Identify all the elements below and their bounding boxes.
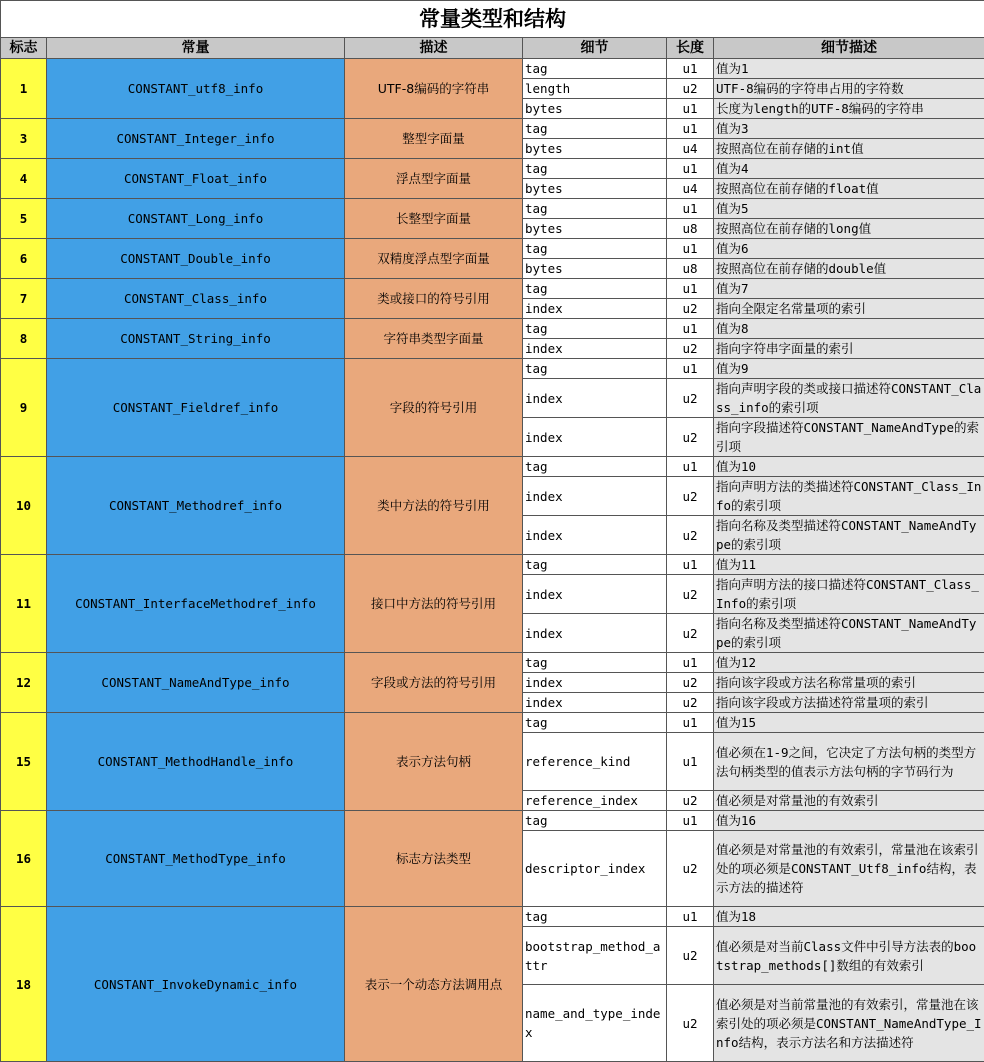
tag-cell: 7 (1, 279, 47, 319)
detail-description-cell: 值必须是对常量池的有效索引，常量池在该索引处的项必须是CONSTANT_Utf8_info结构，表示方法的描述符 (714, 831, 984, 907)
description-cell: 长整型字面量 (345, 199, 523, 239)
tag-cell: 4 (1, 159, 47, 199)
detail-cell: length (523, 79, 667, 99)
detail-description-cell: 值为6 (714, 239, 984, 259)
detail-description-cell: 指向该字段或方法名称常量项的索引 (714, 673, 984, 693)
tag-cell: 8 (1, 319, 47, 359)
detail-cell: index (523, 516, 667, 555)
detail-description-cell: 指向名称及类型描述符CONSTANT_NameAndType的索引项 (714, 516, 984, 555)
length-cell: u1 (667, 279, 714, 299)
detail-description-cell: UTF-8编码的字符串占用的字符数 (714, 79, 984, 99)
detail-description-cell: 指向该字段或方法描述符常量项的索引 (714, 693, 984, 713)
detail-description-cell: 长度为length的UTF-8编码的字符串 (714, 99, 984, 119)
detail-description-cell: 按照高位在前存储的long值 (714, 219, 984, 239)
length-cell: u1 (667, 457, 714, 477)
detail-cell: reference_kind (523, 733, 667, 791)
header-constant: 常量 (47, 38, 345, 59)
description-cell: 浮点型字面量 (345, 159, 523, 199)
length-cell: u1 (667, 713, 714, 733)
detail-description-cell: 值必须是对当前Class文件中引导方法表的bootstrap_methods[]数组的有效索引 (714, 927, 984, 985)
description-cell: 类中方法的符号引用 (345, 457, 523, 555)
header-tag: 标志 (1, 38, 47, 59)
tag-cell: 3 (1, 119, 47, 159)
length-cell: u2 (667, 693, 714, 713)
detail-cell: bytes (523, 219, 667, 239)
table-row (1, 713, 984, 733)
detail-description-cell: 指向声明方法的接口描述符CONSTANT_Class_Info的索引项 (714, 575, 984, 614)
length-cell: u2 (667, 791, 714, 811)
detail-cell: tag (523, 319, 667, 339)
detail-cell: descriptor_index (523, 831, 667, 907)
length-cell: u1 (667, 555, 714, 575)
table-row (1, 159, 984, 179)
tag-cell: 6 (1, 239, 47, 279)
detail-cell: tag (523, 119, 667, 139)
detail-description-cell: 指向全限定名常量项的索引 (714, 299, 984, 319)
detail-description-cell: 值必须在1-9之间，它决定了方法句柄的类型方法句柄类型的值表示方法句柄的字节码行为 (714, 733, 984, 791)
tag-cell: 10 (1, 457, 47, 555)
tag-cell: 15 (1, 713, 47, 811)
table-title: 常量类型和结构 (1, 1, 984, 38)
description-cell: 接口中方法的符号引用 (345, 555, 523, 653)
detail-description-cell: 值为10 (714, 457, 984, 477)
length-cell: u1 (667, 811, 714, 831)
length-cell: u1 (667, 359, 714, 379)
detail-cell: index (523, 673, 667, 693)
length-cell: u1 (667, 319, 714, 339)
constant-name-cell: CONSTANT_String_info (47, 319, 345, 359)
length-cell: u2 (667, 516, 714, 555)
header-length: 长度 (667, 38, 714, 59)
table-row (1, 59, 984, 79)
detail-description-cell: 值为12 (714, 653, 984, 673)
tag-cell: 1 (1, 59, 47, 119)
tag-cell: 5 (1, 199, 47, 239)
description-cell: 标志方法类型 (345, 811, 523, 907)
detail-cell: bytes (523, 99, 667, 119)
table-row (1, 359, 984, 379)
detail-cell: tag (523, 279, 667, 299)
constant-name-cell: CONSTANT_Methodref_info (47, 457, 345, 555)
detail-cell: bytes (523, 139, 667, 159)
constant-name-cell: CONSTANT_NameAndType_info (47, 653, 345, 713)
length-cell: u2 (667, 418, 714, 457)
detail-cell: bootstrap_method_attr (523, 927, 667, 985)
table-row (1, 555, 984, 575)
detail-description-cell: 按照高位在前存储的int值 (714, 139, 984, 159)
constant-name-cell: CONSTANT_MethodHandle_info (47, 713, 345, 811)
constant-name-cell: CONSTANT_Double_info (47, 239, 345, 279)
length-cell: u8 (667, 219, 714, 239)
description-cell: 字符串类型字面量 (345, 319, 523, 359)
detail-cell: index (523, 339, 667, 359)
header-detail-description: 细节描述 (714, 38, 984, 59)
detail-description-cell: 值为11 (714, 555, 984, 575)
detail-description-cell: 指向名称及类型描述符CONSTANT_NameAndType的索引项 (714, 614, 984, 653)
constant-name-cell: CONSTANT_utf8_info (47, 59, 345, 119)
length-cell: u1 (667, 907, 714, 927)
length-cell: u2 (667, 79, 714, 99)
header-row (1, 38, 984, 59)
header-description: 描述 (345, 38, 523, 59)
detail-description-cell: 按照高位在前存储的float值 (714, 179, 984, 199)
description-cell: 表示方法句柄 (345, 713, 523, 811)
description-cell: 表示一个动态方法调用点 (345, 907, 523, 1062)
constant-name-cell: CONSTANT_MethodType_info (47, 811, 345, 907)
constant-name-cell: CONSTANT_InterfaceMethodref_info (47, 555, 345, 653)
table-row (1, 811, 984, 831)
description-cell: 双精度浮点型字面量 (345, 239, 523, 279)
detail-cell: tag (523, 59, 667, 79)
table-row (1, 199, 984, 219)
detail-cell: tag (523, 653, 667, 673)
tag-cell: 12 (1, 653, 47, 713)
detail-description-cell: 值必须是对常量池的有效索引 (714, 791, 984, 811)
detail-cell: tag (523, 811, 667, 831)
detail-cell: index (523, 299, 667, 319)
length-cell: u4 (667, 179, 714, 199)
detail-description-cell: 指向字符串字面量的索引 (714, 339, 984, 359)
constant-name-cell: CONSTANT_Class_info (47, 279, 345, 319)
table-row (1, 653, 984, 673)
constant-name-cell: CONSTANT_Long_info (47, 199, 345, 239)
detail-cell: index (523, 614, 667, 653)
detail-description-cell: 值为5 (714, 199, 984, 219)
constant-name-cell: CONSTANT_Fieldref_info (47, 359, 345, 457)
detail-description-cell: 值为4 (714, 159, 984, 179)
length-cell: u2 (667, 831, 714, 907)
detail-description-cell: 值为7 (714, 279, 984, 299)
detail-description-cell: 值为9 (714, 359, 984, 379)
description-cell: 整型字面量 (345, 119, 523, 159)
detail-description-cell: 值为16 (714, 811, 984, 831)
detail-cell: tag (523, 159, 667, 179)
detail-description-cell: 指向声明字段的类或接口描述符CONSTANT_Class_info的索引项 (714, 379, 984, 418)
detail-cell: tag (523, 359, 667, 379)
tag-cell: 16 (1, 811, 47, 907)
detail-description-cell: 值为8 (714, 319, 984, 339)
table-row (1, 457, 984, 477)
detail-cell: tag (523, 239, 667, 259)
length-cell: u1 (667, 199, 714, 219)
table-row (1, 119, 984, 139)
detail-cell: index (523, 477, 667, 516)
detail-description-cell: 指向声明方法的类描述符CONSTANT_Class_Info的索引项 (714, 477, 984, 516)
detail-cell: tag (523, 199, 667, 219)
length-cell: u4 (667, 139, 714, 159)
detail-description-cell: 值为1 (714, 59, 984, 79)
length-cell: u1 (667, 99, 714, 119)
description-cell: 字段或方法的符号引用 (345, 653, 523, 713)
table-row (1, 279, 984, 299)
length-cell: u1 (667, 159, 714, 179)
detail-description-cell: 值为15 (714, 713, 984, 733)
detail-cell: tag (523, 457, 667, 477)
table-row (1, 907, 984, 927)
length-cell: u1 (667, 119, 714, 139)
length-cell: u2 (667, 673, 714, 693)
detail-cell: index (523, 575, 667, 614)
length-cell: u2 (667, 614, 714, 653)
detail-cell: bytes (523, 179, 667, 199)
detail-cell: index (523, 379, 667, 418)
constant-name-cell: CONSTANT_Integer_info (47, 119, 345, 159)
length-cell: u1 (667, 733, 714, 791)
detail-description-cell: 按照高位在前存储的double值 (714, 259, 984, 279)
length-cell: u8 (667, 259, 714, 279)
length-cell: u2 (667, 477, 714, 516)
detail-cell: index (523, 693, 667, 713)
table-row (1, 239, 984, 259)
detail-cell: tag (523, 907, 667, 927)
constant-name-cell: CONSTANT_Float_info (47, 159, 345, 199)
detail-cell: reference_index (523, 791, 667, 811)
description-cell: UTF-8编码的字符串 (345, 59, 523, 119)
detail-description-cell: 指向字段描述符CONSTANT_NameAndType的索引项 (714, 418, 984, 457)
length-cell: u2 (667, 339, 714, 359)
table-body (1, 59, 984, 1062)
description-cell: 类或接口的符号引用 (345, 279, 523, 319)
table-row (1, 319, 984, 339)
detail-cell: index (523, 418, 667, 457)
detail-cell: tag (523, 555, 667, 575)
detail-cell: tag (523, 713, 667, 733)
length-cell: u1 (667, 653, 714, 673)
tag-cell: 9 (1, 359, 47, 457)
length-cell: u2 (667, 575, 714, 614)
tag-cell: 18 (1, 907, 47, 1062)
detail-cell: bytes (523, 259, 667, 279)
length-cell: u2 (667, 379, 714, 418)
description-cell: 字段的符号引用 (345, 359, 523, 457)
length-cell: u1 (667, 59, 714, 79)
length-cell: u2 (667, 927, 714, 985)
constant-name-cell: CONSTANT_InvokeDynamic_info (47, 907, 345, 1062)
length-cell: u2 (667, 985, 714, 1062)
detail-description-cell: 值必须是对当前常量池的有效索引，常量池在该索引处的项必须是CONSTANT_NameAndType_Info结构，表示方法名和方法描述符 (714, 985, 984, 1062)
detail-description-cell: 值为3 (714, 119, 984, 139)
detail-description-cell: 值为18 (714, 907, 984, 927)
detail-cell: name_and_type_index (523, 985, 667, 1062)
length-cell: u2 (667, 299, 714, 319)
header-detail: 细节 (523, 38, 667, 59)
tag-cell: 11 (1, 555, 47, 653)
length-cell: u1 (667, 239, 714, 259)
